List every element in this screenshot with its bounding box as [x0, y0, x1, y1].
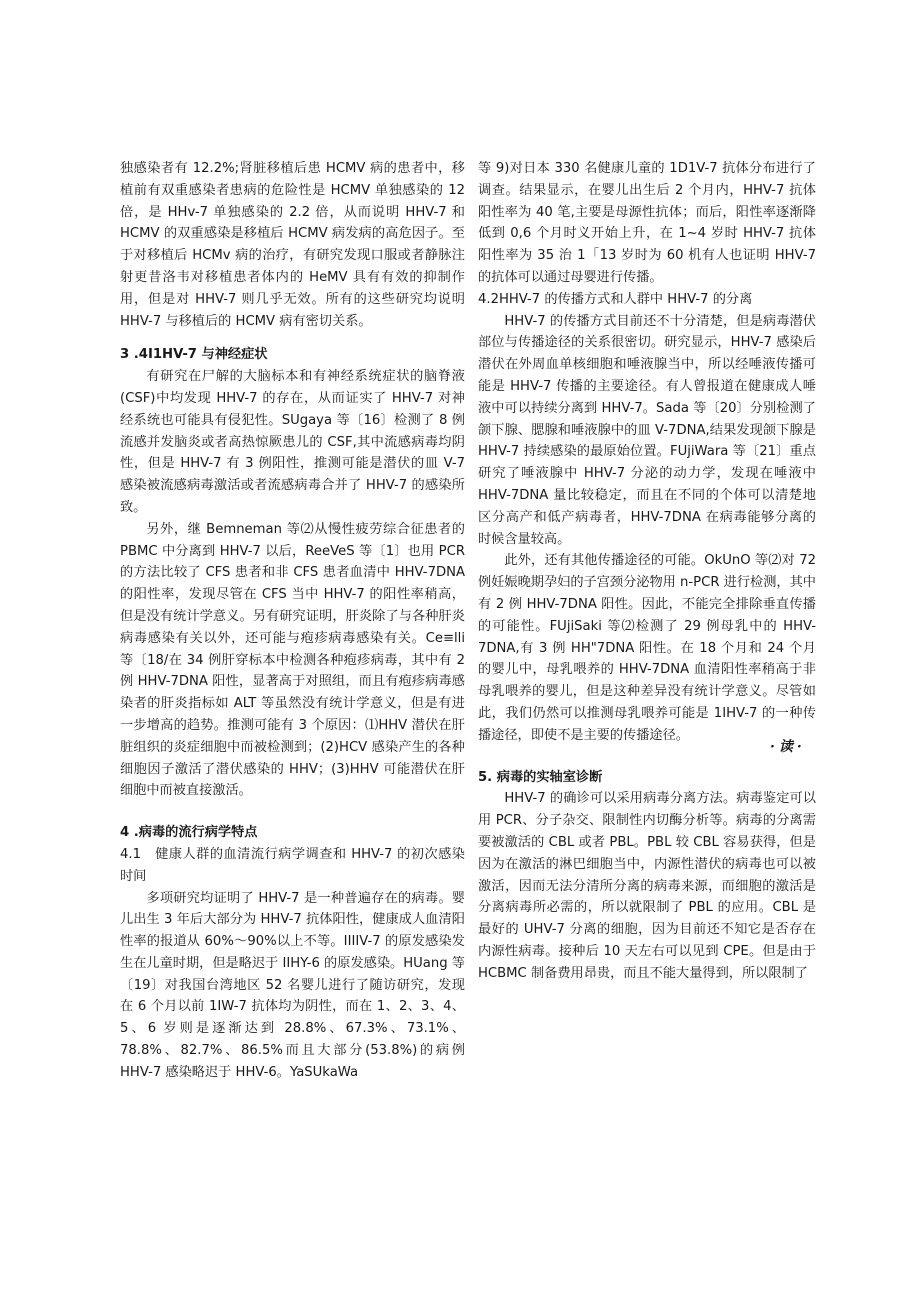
section-heading: 4 .病毒的流行病学特点 [120, 825, 258, 841]
subsection-heading: 4.2HHV-7 的传播方式和人群中 HHV-7 的分离 [478, 291, 753, 307]
right-column [478, 158, 816, 984]
section-heading: 5. 病毒的实轴室诊断 [478, 769, 603, 785]
paragraph: 多项研究均证明了 HHV-7 是一种普遍存在的病毒。婴儿出生 3 年后大部分为 HHV-7 抗体阳性，健康成人血清阳性率的报道从 60%～90%以上不等。IIIIV-7 的原发感染发生在儿童时期，但是略迟于 IIHY-6 的原发感染。HUang 等〔19〕对我国台湾地区 52 名婴儿进行了随访研究，发现在 6 个月以前 1IW-7 抗体均为阴性，而在 1、2、3、4、5、6 岁则是逐渐达到 28.8%、67.3%、73.1%、78.8%、82.7%、86.5%而且大部分(53.8%)的病例 HHV-7 感染略迟于 HHV-6。YaSUkaWa [120, 890, 465, 1080]
section-heading: 3 .4I1HV-7 与神经症状 [120, 347, 268, 363]
left-column [120, 158, 465, 1084]
paragraph: 等 9)对日本 330 名健康儿童的 1D1V-7 抗体分布进行了调查。结果显示，在婴儿出生后 2 个月内，HHV-7 抗体阳性率为 40 笔,主要是母源性抗体；而后，阳性率逐渐降低到 0,6 个月时义开始上升，在 1~4 岁时 HHV-7 抗体阳性率为 35 治 1「13 岁时为 60 机有人也证明 HHV-7 的抗体可以通过母婴进行传播。 [478, 161, 816, 285]
paragraph: 有研究在尸解的大脑标本和有神经系统症状的脑脊液(CSF)中均发现 HHV-7 的存在，从而证实了 HHV-7 对神经系统也可能具有侵犯性。SUgaya 等〔16〕检测了 8 例流感并发脑炎或者高热惊厥患儿的 CSF,其中流感病毒均阴性，但是 HHV-7 有 3 例阳性，推测可能是潜伏的皿 V-7 感染被流感病毒激活或者流感病毒合并了 HHV-7 的感染所致。 [120, 369, 465, 515]
paragraph: 独感染者有 12.2%;肾脏移植后患 HCMV 病的患者中，移植前有双重感染者患病的危险性是 HCMV 单独感染的 12 倍，是 HHv-7 单独感染的 2.2 倍，从而说明 HHV-7 和 HCMV 的双重感染是移植后 HCMV 病发病的高危因子。至于对移植后 HCMv 病的治疗，有研究发现口服或者静脉注射更昔洛韦对移植患者体内的 HeMV 具有有效的抑制作用，但是对 HHV-7 则几乎无效。所有的这些研究均说明 HHV-7 与移植后的 HCMV 病有密切关系。 [120, 161, 465, 329]
paragraph: HHV-7 的确诊可以采用病毒分离方法。病毒鉴定可以用 PCR、分子杂交、限制性内切酶分析等。病毒的分离需要被激活的 CBL 或者 PBL。PBL 较 CBL 容易获得，但是因为在激活的淋巴细胞当中，内源性潜伏的病毒也可以被激活，因而无法分清所分离的病毒来源，而细胞的激活是分离病毒所必需的，所以就限制了 PBL 的应用。CBL 是最好的 UHV-7 分离的细胞，因为目前还不知它是否存在内源性病毒。接种后 10 天左右可以见到 CPE。但是由于 HCBMC 制备费用昂贵，而且不能大量得到，所以限制了 [478, 791, 816, 981]
paragraph: HHV-7 的传播方式目前还不十分清楚，但是病毒潜伏部位与传播途径的关系很密切。研究显示，HHV-7 感染后潜伏在外周血单核细胞和唾液腺当中，所以经唾液传播可能是 HHV-7 传播的主要途径。有人曾报道在健康成人唾液中可以持续分离到 HHV-7。Sada 等〔20〕分别检测了颌下腺、腮腺和唾液腺中的皿 V-7DNA,结果发现颌下腺是 HHV-7 持续感染的最原始位置。FUjiWara 等〔21〕重点研究了唾液腺中 HHV-7 分泌的动力学，发现在唾液中 HHV-7DNA 量比较稳定，而且在不同的个体可以清楚地区分高产和低产病毒者，HHV-7DNA 在病毒能够分离的时候含量较高。 [478, 313, 816, 547]
subsection-heading: 4.1 健康人群的血清流行病学调查和 HHV-7 的初次感染时间 [120, 846, 465, 884]
paragraph: 另外，继 Bemneman 等⑵从慢性疲劳综合征患者的 PBMC 中分离到 HHV-7 以后，ReeVeS 等〔1〕也用 PCR 的方法比较了 CFS 患者和非 CFS 患者血清中 HHV-7DNA 的阳性率，发现尽管在 CFS 当中 HHV-7 的阳性率稍高，但是没有统计学意义。另有研究证明，肝炎除了与各种肝炎病毒感染有关以外，还可能与疱疹病毒感染有关。Ce≡lli 等〔18/在 34 例肝穿标本中检测各种疱疹病毒，其中有 2 例 HHV-7DNA 阳性，显著高于对照组，而且有疱疹病毒感染者的肝炎指标如 ALT 等虽然没有统计学意义，但是有进一步增高的趋势。推测可能有 3 个原因：⑴HHV 潜伏在肝脏组织的炎症细胞中而被检测到；(2)HCV 感染产生的各种细胞因子激活了潜伏感染的 HHV；(3)HHV 可能潜伏在肝细胞中而被直接激活。 [120, 521, 465, 799]
paragraph: 此外，还有其他传播途径的可能。OkUnO 等⑵对 72 例妊娠晚期孕妇的子宫颈分泌物用 n-PCR 进行检测，其中有 2 例 HHV-7DNA 阳性。因此，不能完全排除垂直传播的可能性。FUjiSaki 等⑵检测了 29 例母乳中的 HHV-7DNA,有 3 例 HH"7DNA 阳性。在 18 个月和 24 个月的婴儿中，母乳喂养的 HHV-7DNA 血清阳性率稍高于非母乳喂养的婴儿，但是这种差异没有统计学意义。尽管如此，我们仍然可以推测母乳喂养可能是 1IHV-7 的一种传播途径，即使不是主要的传播途径。 [478, 553, 816, 743]
page-footer-mark: ·读· [770, 739, 806, 755]
